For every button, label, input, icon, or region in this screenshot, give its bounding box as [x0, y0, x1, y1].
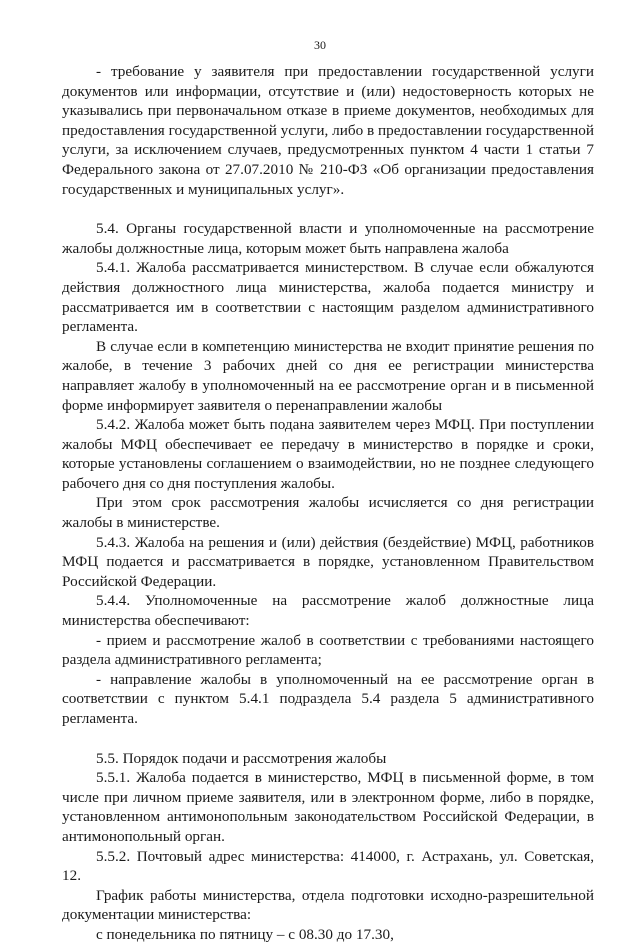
- paragraph-review-period: При этом срок рассмотрения жалобы исчисляется со дня регистрации жалобы в министерстве.: [62, 494, 594, 532]
- paragraph-5-4-2: 5.4.2. Жалоба может быть подана заявителем через МФЦ. При поступлении жалобы МФЦ обеспечивает ее передачу в министерство в порядке и сроки, которые установлены соглашением о взаимодействии, но не позднее следующего рабочего дня со дня поступления жалобы.: [62, 416, 594, 492]
- list-item-forwarding: - направление жалобы в уполномоченный на ее рассмотрение орган в соответствии с пунктом 5.4.1 подраздела 5.4 раздела 5 административного регламента.: [62, 670, 594, 727]
- paragraph-weekday-hours: с понедельника по пятницу – с 08.30 до 17.30,: [96, 925, 394, 943]
- paragraph-5-5-1: 5.5.1. Жалоба подается в министерство, МФЦ в письменной форме, в том числе при личном приеме заявителя, или в электронном форме, либо в порядке, установленном антимонопольным законодательством Российской Федерации, в антимонопольный орган.: [62, 769, 594, 845]
- paragraph-5-4-3: 5.4.3. Жалоба на решения и (или) действия (бездействие) МФЦ, работников МФЦ подается и рассматривается в порядке, установленном Правительством Российской Федерации.: [62, 533, 594, 590]
- section-heading-5-5: 5.5. Порядок подачи и рассмотрения жалобы: [96, 749, 387, 767]
- paragraph-requirement-clause: - требование у заявителя при предоставлении государственной услуги документов или информации, отсутствие и (или) недостоверность которых не указывались при первоначальном отказе в приеме документов, необходимых для предоставления государственной услуги, либо в предоставлении государственной услуги, за исключением случаев, предусмотренных пунктом 4 части 1 статьи 7 Федерального закона от 27.07.2010 № 210-ФЗ «Об организации предоставления государственных и муниципальных услуг».: [62, 63, 594, 198]
- paragraph-5-4-4: 5.4.4. Уполномоченные на рассмотрение жалоб должностные лица министерства обеспечивают:: [62, 592, 594, 630]
- paragraph-5-5-2: 5.5.2. Почтовый адрес министерства: 414000, г. Астрахань, ул. Советская, 12.: [62, 847, 594, 885]
- paragraph-5-4-1: 5.4.1. Жалоба рассматривается министерством. В случае если обжалуются действия должностного лица министерства, жалоба подается министру и рассматривается им в соответствии с настоящим разделом административного регламента.: [62, 259, 594, 336]
- document-body: [62, 62, 594, 945]
- list-item-reception: - прием и рассмотрение жалоб в соответствии с требованиями настоящего раздела административного регламента;: [62, 631, 594, 669]
- paragraph-work-schedule: График работы министерства, отдела подготовки исходно-разрешительной документации министерства:: [62, 886, 594, 924]
- page-number: 30: [314, 38, 326, 52]
- section-heading-5-4: 5.4. Органы государственной власти и уполномоченные на рассмотрение жалобы должностные лица, которым может быть направлена жалоба: [62, 220, 594, 257]
- paragraph-redirect-complaint: В случае если в компетенцию министерства не входит принятие решения по жалобе, в течение 3 рабочих дней со дня ее регистрации министерства направляет жалобу в уполномоченный на ее рассмотрение орган и в письменной форме информирует заявителя о перенаправлении жалобы: [62, 337, 594, 414]
